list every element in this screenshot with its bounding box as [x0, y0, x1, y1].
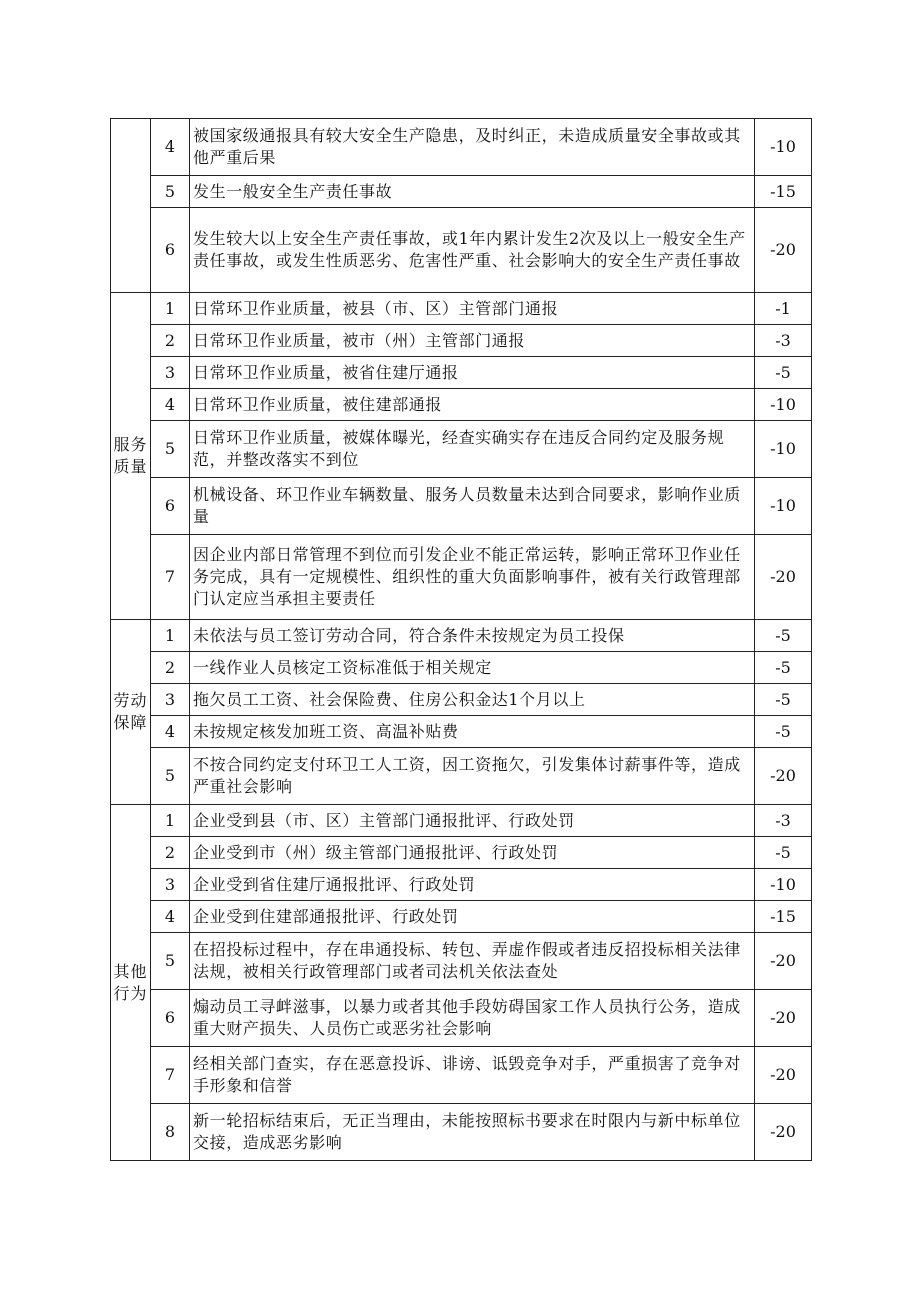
table-row — [111, 933, 812, 990]
item-number: 3 — [151, 684, 190, 716]
item-number: 7 — [151, 1047, 190, 1104]
item-score: -15 — [755, 901, 812, 933]
item-number: 1 — [151, 293, 190, 325]
table-row — [111, 620, 812, 652]
item-score: -20 — [755, 748, 812, 805]
table-row — [111, 837, 812, 869]
item-score: -20 — [755, 990, 812, 1047]
item-score: -10 — [755, 421, 812, 478]
item-score: -15 — [755, 176, 812, 208]
category-cell — [111, 119, 151, 293]
item-description: 发生一般安全生产责任事故 — [190, 176, 755, 208]
item-number: 7 — [151, 535, 190, 620]
item-description: 未依法与员工签订劳动合同，符合条件未按规定为员工投保 — [190, 620, 755, 652]
item-number: 6 — [151, 990, 190, 1047]
category-label: 服务质量 — [113, 435, 148, 476]
table-row — [111, 869, 812, 901]
item-number: 6 — [151, 208, 190, 293]
item-score: -5 — [755, 620, 812, 652]
item-number: 5 — [151, 933, 190, 990]
table-row — [111, 652, 812, 684]
item-number: 5 — [151, 176, 190, 208]
item-description: 企业受到省住建厅通报批评、行政处罚 — [190, 869, 755, 901]
table-row — [111, 805, 812, 837]
category-cell — [111, 293, 151, 620]
item-number: 4 — [151, 901, 190, 933]
table-row — [111, 293, 812, 325]
item-number: 1 — [151, 805, 190, 837]
item-score: -10 — [755, 478, 812, 535]
item-description: 经相关部门查实，存在恶意投诉、诽谤、诋毁竞争对手，严重损害了竞争对手形象和信誉 — [190, 1047, 755, 1104]
item-description: 日常环卫作业质量，被媒体曝光，经查实确实存在违反合同约定及服务规范，并整改落实不到位 — [190, 421, 755, 478]
item-number: 5 — [151, 421, 190, 478]
item-number: 2 — [151, 837, 190, 869]
item-description: 被国家级通报具有较大安全生产隐患，及时纠正，未造成质量安全事故或其他严重后果 — [190, 119, 755, 176]
table-row — [111, 208, 812, 293]
item-description: 机械设备、环卫作业车辆数量、服务人员数量未达到合同要求，影响作业质量 — [190, 478, 755, 535]
scoring-table — [110, 118, 812, 1161]
item-description: 新一轮招标结束后，无正当理由，未能按照标书要求在时限内与新中标单位交接，造成恶劣影响 — [190, 1104, 755, 1161]
item-description: 因企业内部日常管理不到位而引发企业不能正常运转，影响正常环卫作业任务完成，具有一定规模性、组织性的重大负面影响事件，被有关行政管理部门认定应当承担主要责任 — [190, 535, 755, 620]
item-score: -20 — [755, 1047, 812, 1104]
item-score: -20 — [755, 208, 812, 293]
item-number: 2 — [151, 652, 190, 684]
item-description: 日常环卫作业质量，被省住建厅通报 — [190, 357, 755, 389]
item-number: 5 — [151, 748, 190, 805]
item-description: 不按合同约定支付环卫工人工资，因工资拖欠，引发集体讨薪事件等，造成严重社会影响 — [190, 748, 755, 805]
item-number: 4 — [151, 389, 190, 421]
item-score: -10 — [755, 869, 812, 901]
item-description: 发生较大以上安全生产责任事故，或1年内累计发生2次及以上一般安全生产责任事故，或发生性质恶劣、危害性严重、社会影响大的安全生产责任事故 — [190, 208, 755, 293]
category-cell — [111, 620, 151, 805]
item-score: -5 — [755, 357, 812, 389]
item-score: -20 — [755, 1104, 812, 1161]
item-description: 日常环卫作业质量，被住建部通报 — [190, 389, 755, 421]
table-row — [111, 325, 812, 357]
table-row — [111, 478, 812, 535]
item-score: -5 — [755, 837, 812, 869]
table-row — [111, 421, 812, 478]
item-description: 企业受到县（市、区）主管部门通报批评、行政处罚 — [190, 805, 755, 837]
item-score: -10 — [755, 119, 812, 176]
item-number: 3 — [151, 869, 190, 901]
item-number: 2 — [151, 325, 190, 357]
category-cell — [111, 805, 151, 1161]
item-score: -10 — [755, 389, 812, 421]
item-score: -20 — [755, 535, 812, 620]
item-score: -20 — [755, 933, 812, 990]
item-description: 在招投标过程中，存在串通投标、转包、弄虚作假或者违反招投标相关法律法规，被相关行政管理部门或者司法机关依法查处 — [190, 933, 755, 990]
table-row — [111, 990, 812, 1047]
item-description: 煽动员工寻衅滋事，以暴力或者其他手段妨碍国家工作人员执行公务，造成重大财产损失、人员伤亡或恶劣社会影响 — [190, 990, 755, 1047]
table-row — [111, 389, 812, 421]
item-score: -3 — [755, 805, 812, 837]
table-row — [111, 119, 812, 176]
item-score: -5 — [755, 716, 812, 748]
item-number: 4 — [151, 119, 190, 176]
table-row — [111, 1047, 812, 1104]
table-row — [111, 357, 812, 389]
item-description: 日常环卫作业质量，被市（州）主管部门通报 — [190, 325, 755, 357]
item-description: 未按规定核发加班工资、高温补贴费 — [190, 716, 755, 748]
item-number: 3 — [151, 357, 190, 389]
item-number: 6 — [151, 478, 190, 535]
item-description: 企业受到市（州）级主管部门通报批评、行政处罚 — [190, 837, 755, 869]
item-score: -5 — [755, 684, 812, 716]
table-row — [111, 901, 812, 933]
table-row — [111, 748, 812, 805]
item-description: 一线作业人员核定工资标准低于相关规定 — [190, 652, 755, 684]
item-description: 拖欠员工工资、社会保险费、住房公积金达1个月以上 — [190, 684, 755, 716]
item-number: 8 — [151, 1104, 190, 1161]
table-row — [111, 176, 812, 208]
item-score: -1 — [755, 293, 812, 325]
table-body — [111, 119, 812, 1161]
item-score: -3 — [755, 325, 812, 357]
category-label: 劳动保障 — [113, 691, 148, 732]
item-description: 日常环卫作业质量，被县（市、区）主管部门通报 — [190, 293, 755, 325]
category-label: 其他行为 — [113, 961, 148, 1003]
item-description: 企业受到住建部通报批评、行政处罚 — [190, 901, 755, 933]
table-row — [111, 684, 812, 716]
table-row — [111, 535, 812, 620]
item-number: 1 — [151, 620, 190, 652]
table-row — [111, 1104, 812, 1161]
table-row — [111, 716, 812, 748]
item-number: 4 — [151, 716, 190, 748]
item-score: -5 — [755, 652, 812, 684]
